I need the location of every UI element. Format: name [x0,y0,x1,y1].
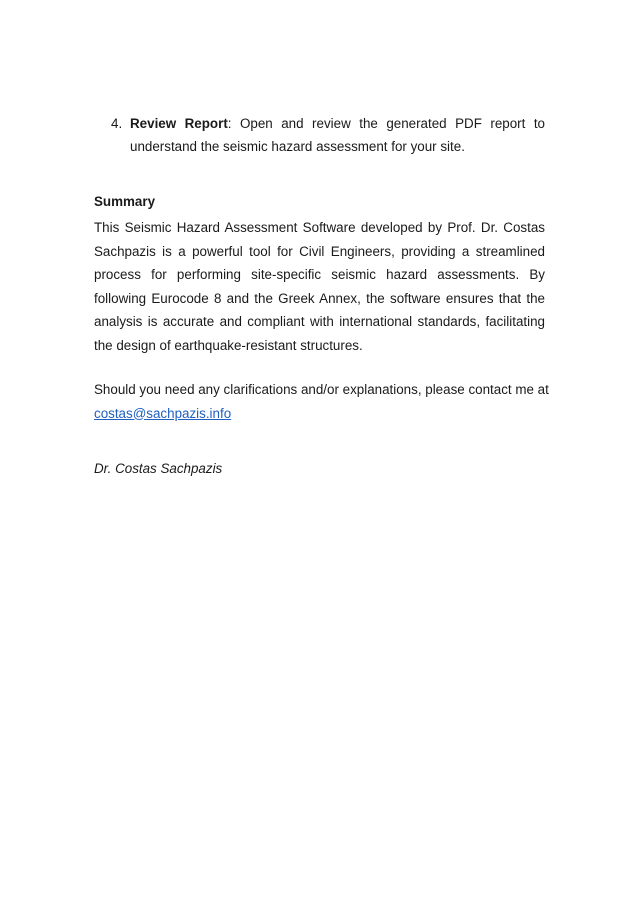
list-item-description: : Open and review the generated PDF report to understand the seismic hazard assessment for your site. [130,116,545,154]
summary-heading: Summary [94,194,156,209]
summary-paragraph: This Seismic Hazard Assessment Software developed by Prof. Dr. Costas Sachpazis is a powerful tool for Civil Engineers, providing a streamlined process for performing site-specific seismic hazard assessments. By following Eurocode 8 and the Greek Annex, the software ensures that the analysis is accurate and compliant with international standards, facilitating the design of earthquake-resistant structures. [94,220,545,353]
author-signature: Dr. Costas Sachpazis [94,461,223,476]
list-item-text [130,112,545,158]
contact-text: Should you need any clarifications and/or explanations, please contact me at [94,382,549,397]
email-link[interactable]: costas@sachpazis.info [94,405,232,421]
list-item-title: Review Report [130,116,228,131]
contact-paragraph [94,378,549,425]
numbered-list-item-4 [112,112,545,158]
list-item-number: 4. [111,116,123,131]
